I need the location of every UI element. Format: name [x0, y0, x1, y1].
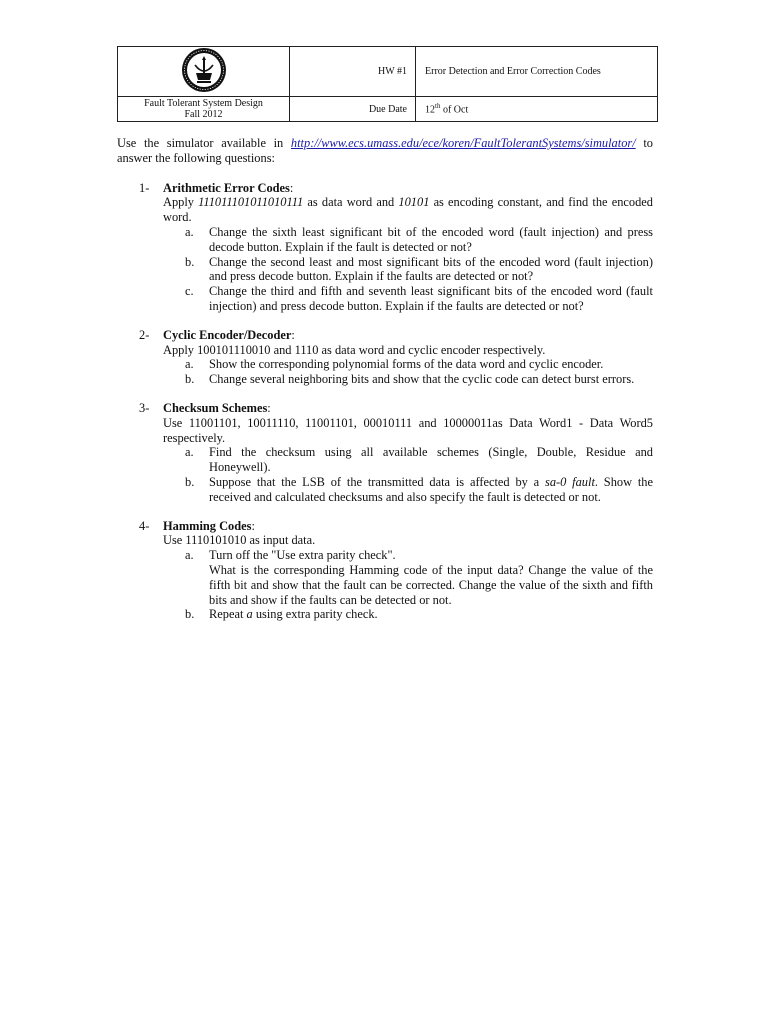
due-suffix: th — [435, 102, 441, 111]
hw-title: Error Detection and Error Correction Codes — [416, 47, 658, 97]
question-2: 2- Cyclic Encoder/Decoder: Apply 100101110010 and 1110 as data word and cyclic encoder respectively. a. Show the corresponding polynomial forms of the data word and cyclic encoder. b. Change several neighboring bits and show that the cyclic code can detect burst errors. — [117, 328, 653, 387]
list-item: b. Change several neighboring bits and show that the cyclic code can detect burst errors. — [185, 372, 635, 387]
simulator-link[interactable]: http://www.ecs.umass.edu/ece/koren/FaultTolerantSystems/simulator/ — [290, 136, 636, 150]
intro-paragraph — [117, 136, 653, 166]
question-text: Apply 100101110010 and 1110 as data word and cyclic encoder respectively. — [163, 342, 546, 357]
header-table — [117, 46, 658, 122]
intro-prefix: Use the simulator available in — [117, 136, 284, 150]
list-item: a. Change the sixth least significant bit of the encoded word (fault injection) and press decode button. Explain if the fault is detected or not? — [185, 224, 653, 254]
due-date-value — [416, 97, 658, 122]
course-cell — [118, 97, 290, 122]
question-title: Arithmetic Error Codes — [163, 180, 290, 195]
university-seal-icon — [181, 47, 227, 93]
item-reference: a — [246, 607, 253, 622]
course-name: Fault Tolerant System Design — [144, 98, 263, 109]
question-number: 1- — [139, 180, 150, 195]
data-word: 111011101011010111 — [198, 195, 304, 210]
question-number: 3- — [139, 400, 150, 415]
due-date-label: Due Date — [290, 97, 416, 122]
course-term: Fall 2012 — [184, 109, 223, 120]
list-item: a. Find the checksum using all available schemes (Single, Double, Residue and Honeywell). — [185, 445, 653, 475]
list-item: a. Turn off the "Use extra parity check". What is the corresponding Hamming code of the input data? Change the value of the fifth bit and show that the fault can be corrected. Change the value of the sixth and fifth bits and show if the faults can be detected or not. — [185, 548, 653, 607]
fault-term: sa-0 fault — [545, 474, 595, 489]
homework-content — [117, 136, 653, 622]
hw-number: HW #1 — [290, 47, 416, 97]
list-item: b. Suppose that the LSB of the transmitted data is affected by a sa-0 fault. Show the received and calculated checksums and also specify the fault is detected or not. — [185, 474, 654, 504]
list-item: c. Change the third and fifth and seventh least significant bits of the encoded word (fault injection) and press decode button. Explain if the faults are detected or not? — [185, 284, 653, 313]
question-title: Hamming Codes — [163, 518, 252, 533]
question-3: 3- Checksum Schemes: Use 11001101, 10011110, 11001101, 00010111 and 10000011as Data Word1 - Data Word5 respectively. a. Find the checksum using all available schemes (Single, Double, Residue and Honeywell). b. Suppose that the LSB of the transmitted data is affected by a sa-0 fault. Show the received and calculated checksums and also specify the fault is detected or not. — [117, 401, 653, 505]
question-number: 2- — [139, 327, 150, 342]
question-title: Cyclic Encoder/Decoder — [163, 327, 292, 342]
question-text: Use 1110101010 as input data. — [163, 533, 316, 548]
question-1: 1- Arithmetic Error Codes: Apply 111011101011010111 as data word and 10101 as encoding constant, and find the encoded word. a. Change the sixth least significant bit of the encoded word (fault injection) and press decode button. Explain if the fault is detected or not? b. Change the second least and most significant bits of the encoded word (fault injection) and press decode button. Explain if the faults are detected or not? c. Change the third and fifth and seventh least significant bits of the encoded word (fault injection) and press decode button. Explain if the faults are detected or not? — [117, 181, 653, 314]
encoding-constant: 10101 — [398, 195, 430, 210]
question-number: 4- — [139, 518, 150, 533]
question-title: Checksum Schemes — [163, 400, 268, 415]
question-4: 4- Hamming Codes: Use 1110101010 as input data. a. Turn off the "Use extra parity check". What is the corresponding Hamming code of the input data? Change the value of the fifth bit and show that the fault can be corrected. Change the value of the sixth and fifth bits and show if the faults can be detected or not. b. Repeat a using extra parity check. — [117, 519, 653, 623]
due-month: of Oct — [442, 104, 469, 116]
due-day: 12 — [425, 104, 435, 116]
list-item: a. Show the corresponding polynomial forms of the data word and cyclic encoder. — [185, 357, 604, 372]
question-text: Use 11001101, 10011110, 11001101, 00010111 and 10000011as Data Word1 - Data Word5 respectively. — [163, 415, 653, 445]
list-item: b. Change the second least and most significant bits of the encoded word (fault injection) and press decode button. Explain if the faults are detected or not? — [185, 254, 653, 284]
list-item: b. Repeat a using extra parity check. — [185, 607, 378, 622]
intro-suffix: to answer the following questions: — [117, 136, 653, 165]
question-text: Apply 111011101011010111 as data word and 10101 as encoding constant, and find the encoded word. — [163, 195, 653, 225]
logo-cell — [118, 47, 290, 97]
